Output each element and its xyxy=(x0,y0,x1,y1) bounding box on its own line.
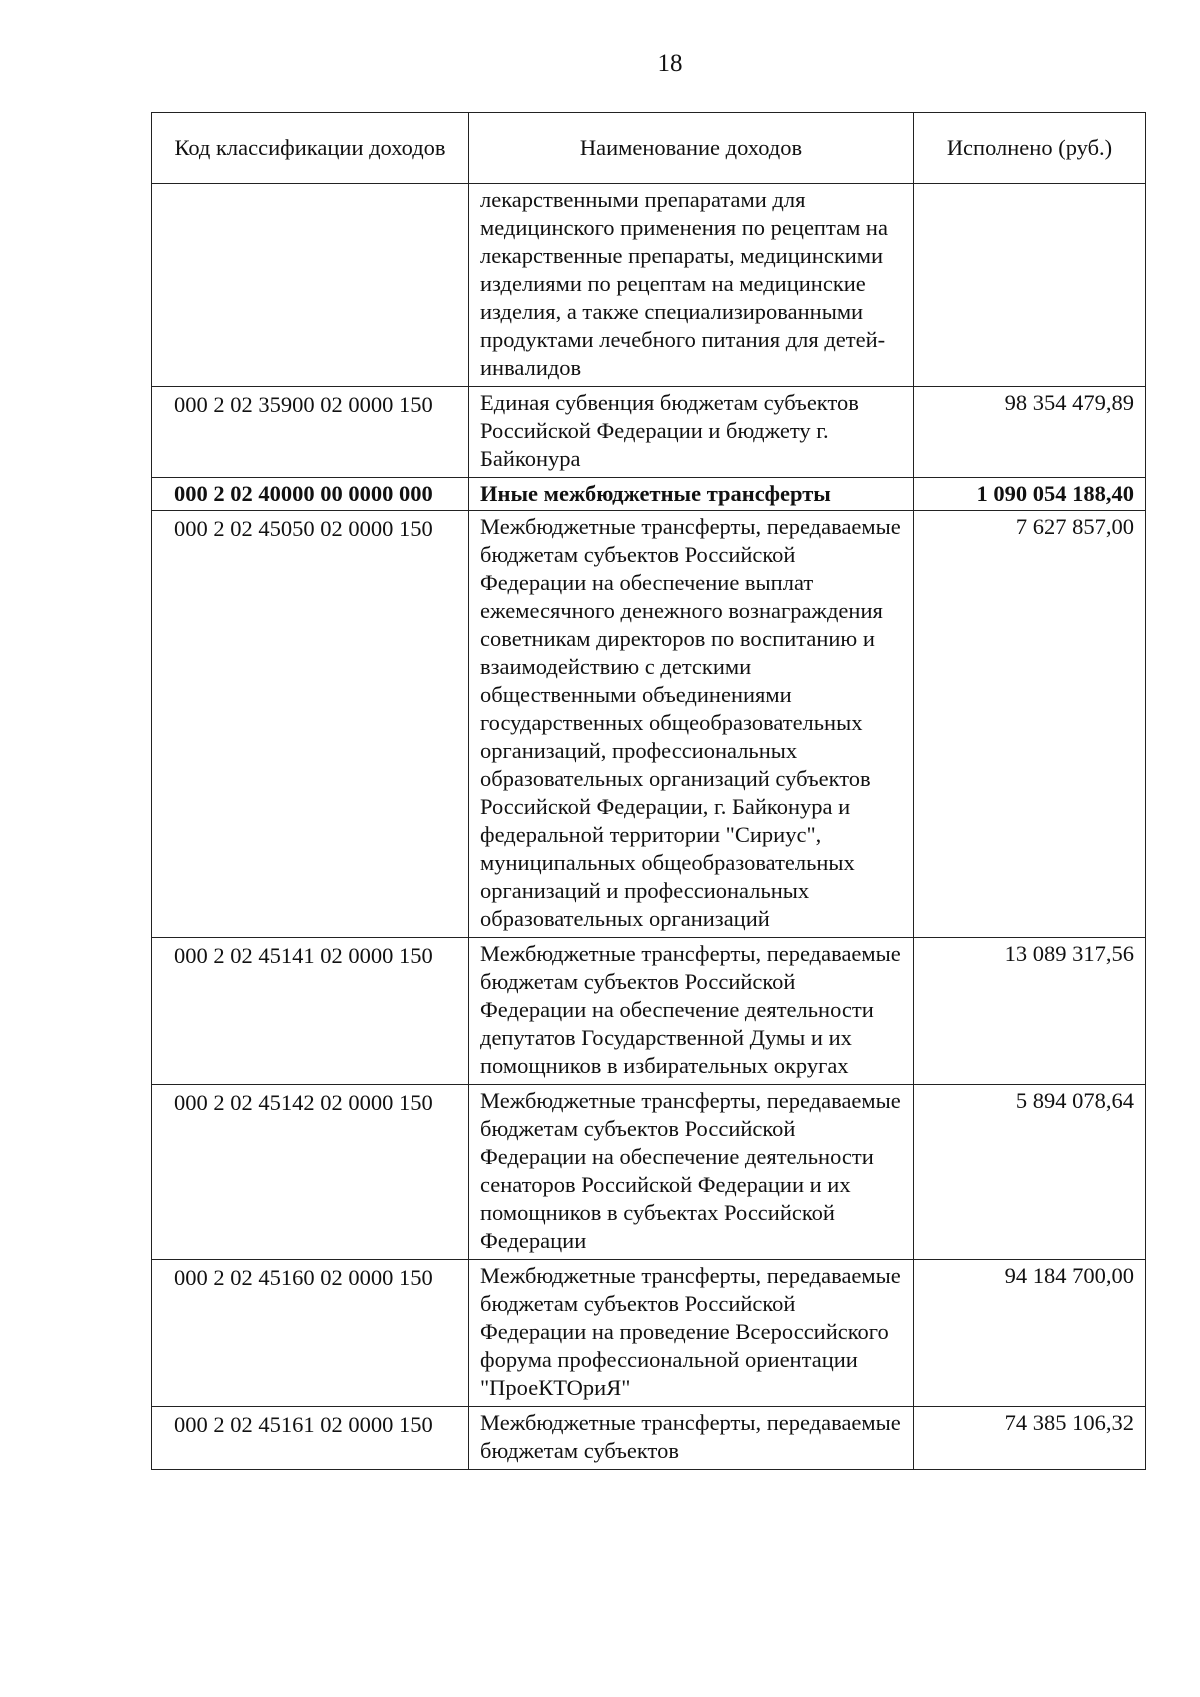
row-amount: 13 089 317,56 xyxy=(914,938,1146,1085)
row-code xyxy=(152,184,469,387)
row-code: 000 2 02 45161 02 0000 150 xyxy=(152,1407,469,1470)
row-amount: 7 627 857,00 xyxy=(914,511,1146,938)
row-code: 000 2 02 45142 02 0000 150 xyxy=(152,1085,469,1260)
row-amount: 98 354 479,89 xyxy=(914,387,1146,478)
table-row xyxy=(152,184,1146,387)
revenue-table xyxy=(151,112,1146,1470)
row-code: 000 2 02 35900 02 0000 150 xyxy=(152,387,469,478)
page-number: 18 xyxy=(657,50,683,77)
row-name: Межбюджетные трансферты, передаваемые бюджетам субъектов Российской Федерации на обеспечение деятельности депутатов Государственной Думы и их помощников в избирательных округах xyxy=(469,938,914,1085)
row-code: 000 2 02 45050 02 0000 150 xyxy=(152,511,469,938)
table-row-section xyxy=(152,478,1146,511)
table-row xyxy=(152,511,1146,938)
row-amount: 1 090 054 188,40 xyxy=(914,478,1146,511)
table-row xyxy=(152,938,1146,1085)
table-row xyxy=(152,387,1146,478)
row-code: 000 2 02 40000 00 0000 000 xyxy=(152,478,469,511)
row-name: Межбюджетные трансферты, передаваемые бюджетам субъектов xyxy=(469,1407,914,1470)
row-code: 000 2 02 45141 02 0000 150 xyxy=(152,938,469,1085)
row-name: Межбюджетные трансферты, передаваемые бюджетам субъектов Российской Федерации на обеспечение деятельности сенаторов Российской Федерации и их помощников в субъектах Российской Федерации xyxy=(469,1085,914,1260)
row-name: Единая субвенция бюджетам субъектов Российской Федерации и бюджету г. Байконура xyxy=(469,387,914,478)
row-name: Иные межбюджетные трансферты xyxy=(469,478,914,511)
row-code: 000 2 02 45160 02 0000 150 xyxy=(152,1260,469,1407)
table-row xyxy=(152,1085,1146,1260)
row-name: лекарственными препаратами для медицинского применения по рецептам на лекарственные препараты, медицинскими изделиями по рецептам на медицинские изделия, а также специализированными продуктами лечебного питания для детей-инвалидов xyxy=(469,184,914,387)
header-name: Наименование доходов xyxy=(469,113,914,184)
row-amount: 94 184 700,00 xyxy=(914,1260,1146,1407)
table-row xyxy=(152,1260,1146,1407)
row-name: Межбюджетные трансферты, передаваемые бюджетам субъектов Российской Федерации на проведение Всероссийского форума профессиональной ориентации "ПроеКТОриЯ" xyxy=(469,1260,914,1407)
table-row xyxy=(152,1407,1146,1470)
header-code: Код классификации доходов xyxy=(152,113,469,184)
row-amount xyxy=(914,184,1146,387)
header-amount: Исполнено (руб.) xyxy=(914,113,1146,184)
row-amount: 74 385 106,32 xyxy=(914,1407,1146,1470)
table-header-row xyxy=(152,113,1146,184)
row-amount: 5 894 078,64 xyxy=(914,1085,1146,1260)
row-name: Межбюджетные трансферты, передаваемые бюджетам субъектов Российской Федерации на обеспечение выплат ежемесячного денежного вознаграждения советникам директоров по воспитанию и взаимодействию с детскими общественными объединениями государственных общеобразовательных организаций, профессиональных образовательных организаций субъектов Российской Федерации, г. Байконура и федеральной территории "Сириус", муниципальных общеобразовательных организаций и профессиональных образовательных организаций xyxy=(469,511,914,938)
